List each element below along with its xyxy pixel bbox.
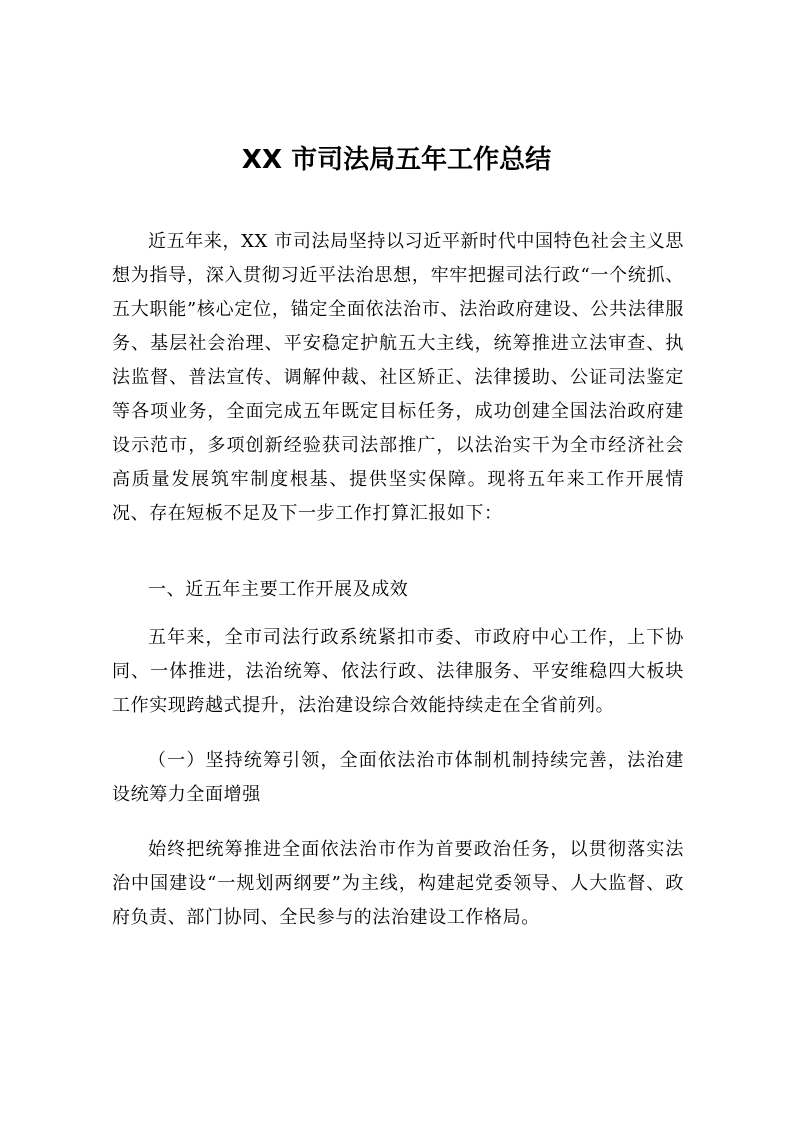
intro-paragraph: 近五年来，XX 市司法局坚持以习近平新时代中国特色社会主义思想为指导，深入贯彻习近平法治思想，牢牢把握司法行政“一个统抓、五大职能”核心定位，锚定全面依法治市、法治政府建设、公共法律服务、基层社会治理、平安稳定护航五大主线，统筹推进立法审查、执法监督、普法宣传、调解仲裁、社区矫正、法律援助、公证司法鉴定等各项业务，全面完成五年既定目标任务，成功创建全国法治政府建设示范市，多项创新经验获司法部推广，以法治实干为全市经济社会高质量发展筑牢制度根基、提供坚实保障。现将五年来工作开展情况、存在短板不足及下一步工作打算汇报如下： [112,231,684,524]
document-title: XX 市司法局五年工作总结 [241,145,552,175]
subsection-paragraph: 始终把统筹推进全面依法治市作为首要政治任务，以贯彻落实法治中国建设“一规划两纲要”为主线，构建起党委领导、人大监督、政府负责、部门协同、全民参与的法治建设工作格局。 [112,839,684,928]
subsection-heading: （一）坚持统筹引领，全面依法治市体制机制持续完善，法治建设统筹力全面增强 [112,750,684,805]
section-paragraph: 五年来，全市司法行政系统紧扣市委、市政府中心工作，上下协同、一体推进，法治统筹、依法行政、法律服务、平安维稳四大板块工作实现跨越式提升，法治建设综合效能持续走在全省前列。 [112,627,684,716]
section-heading: 一、近五年主要工作开展及成效 [148,579,409,600]
